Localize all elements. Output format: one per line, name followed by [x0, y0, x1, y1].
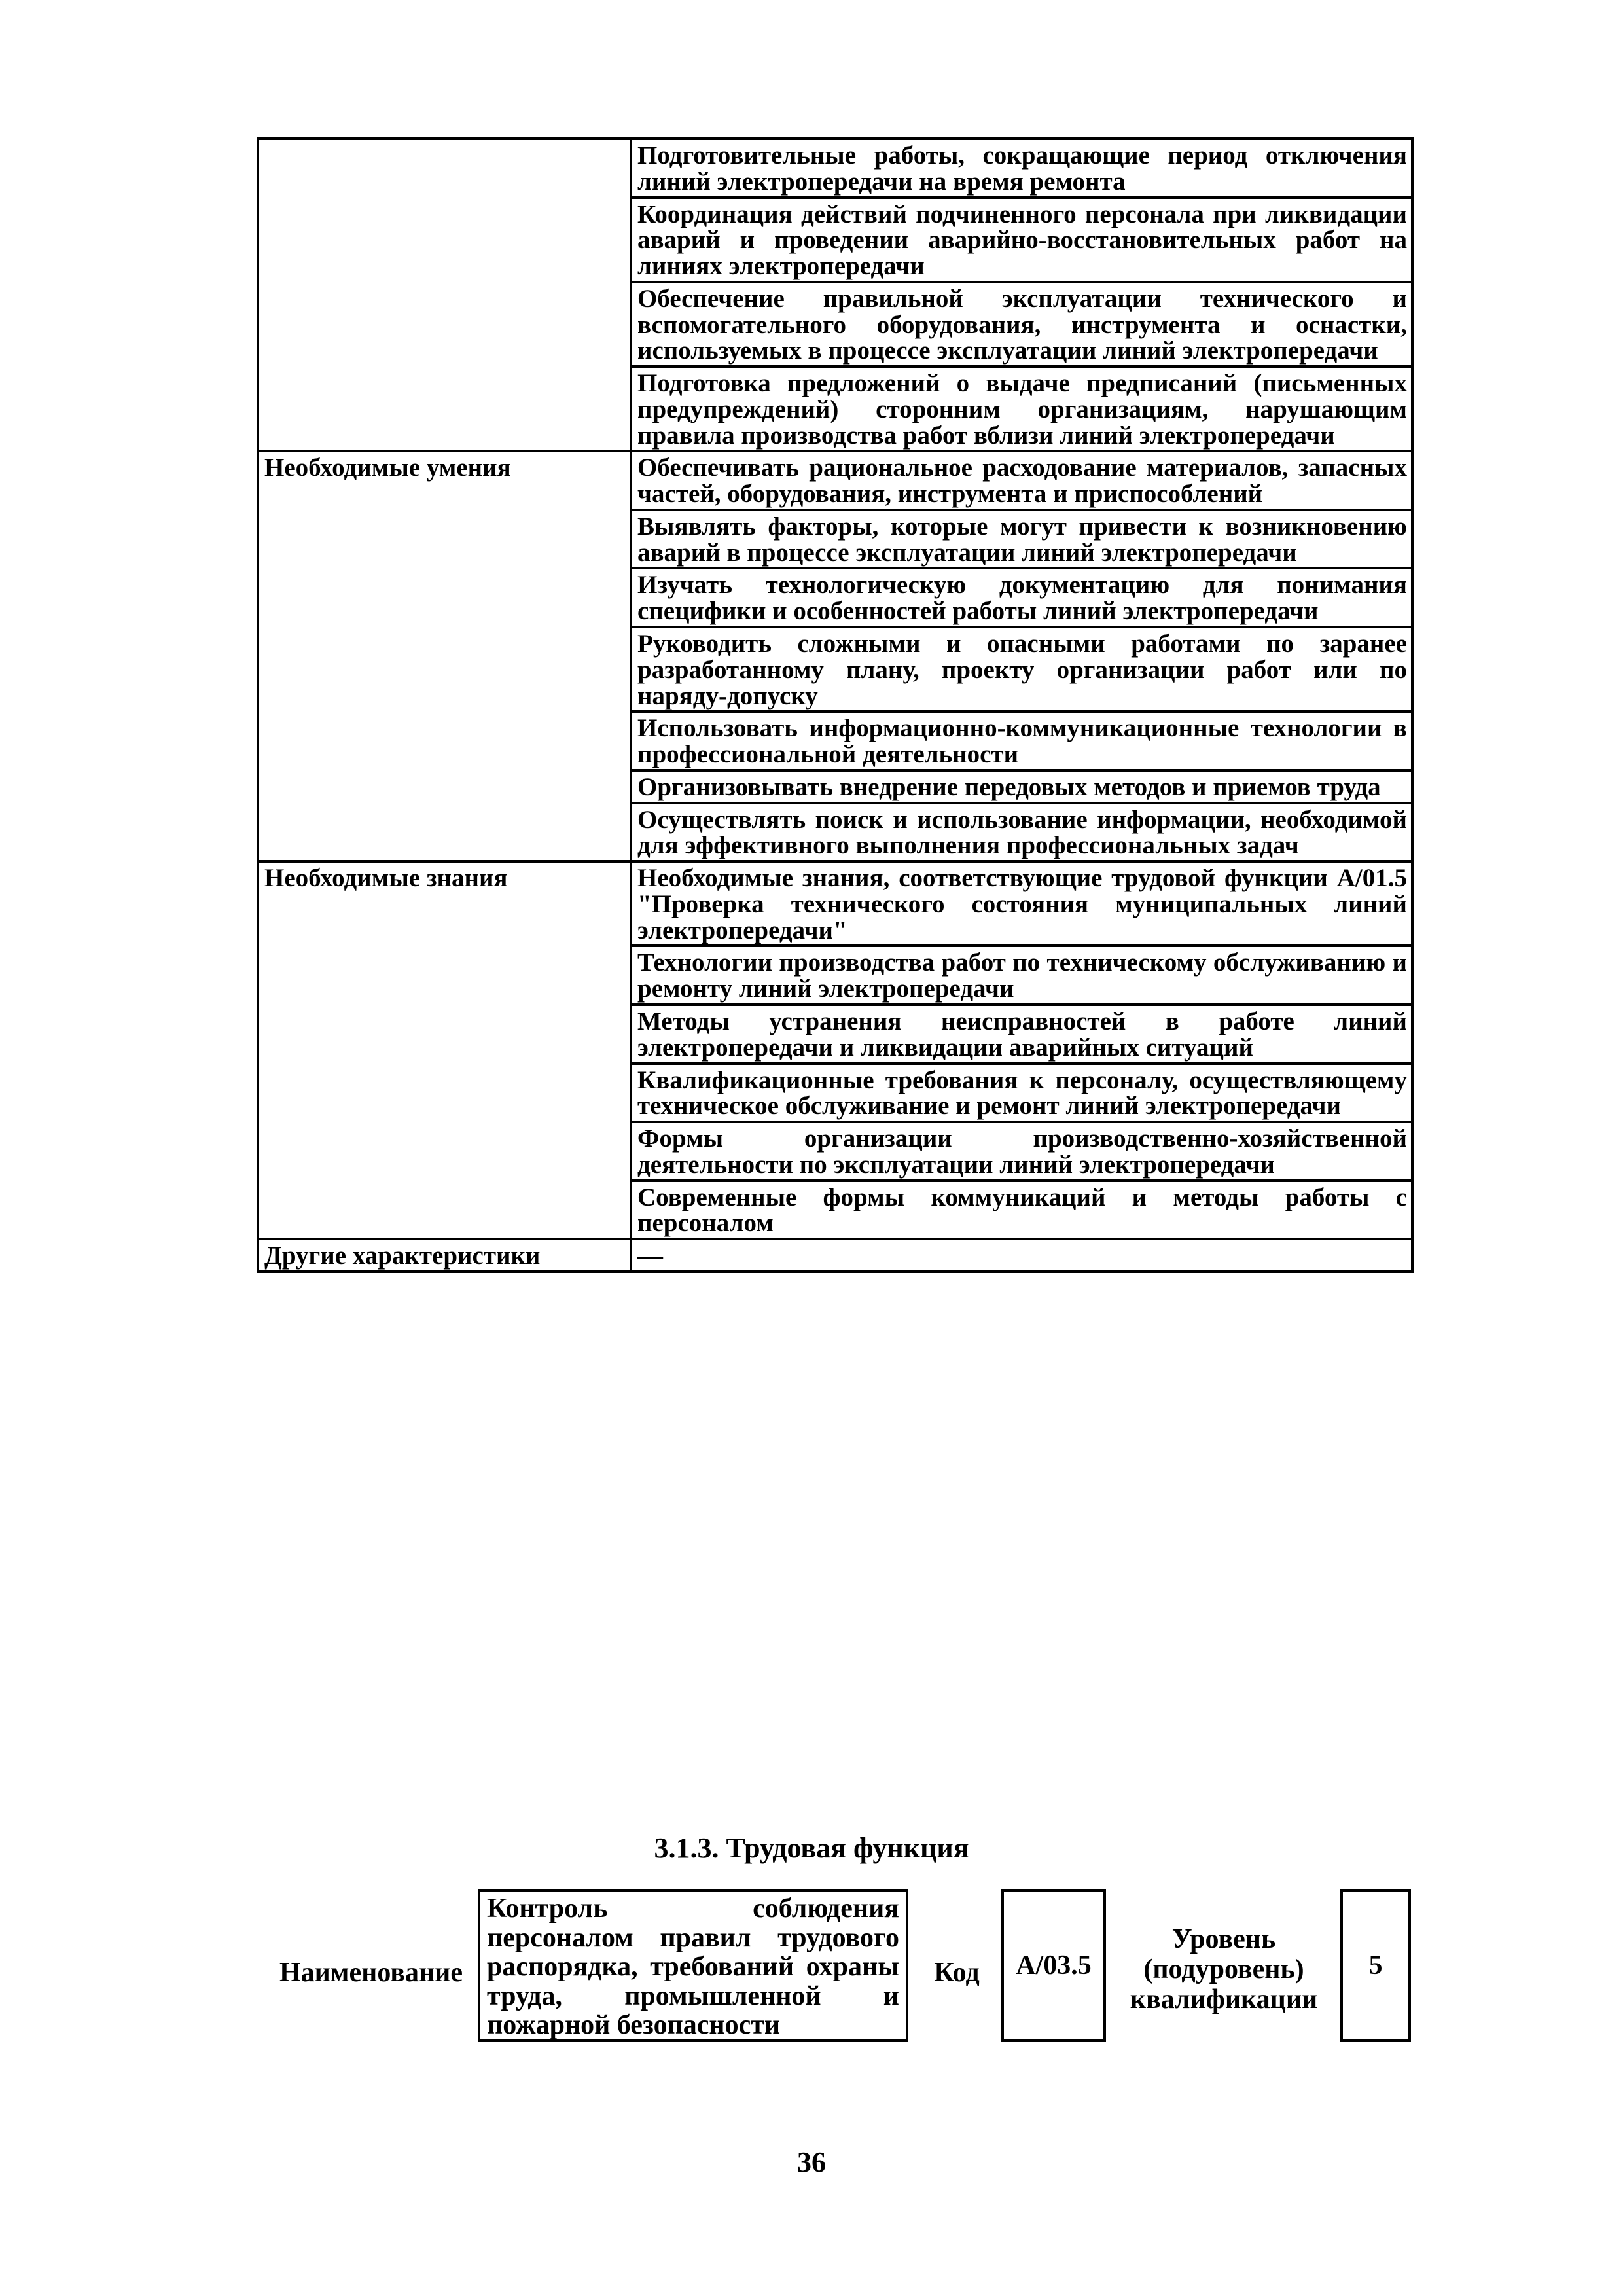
row-text-cell: Квалификационные требования к персоналу, осуществляющему техническое обслуживание и ремонт линий электропередачи — [631, 1064, 1412, 1122]
row-text-cell: Использовать информационно-коммуникационные технологии в профессиональной деятельности — [631, 711, 1412, 770]
row-text-cell: Подготовка предложений о выдаче предписаний (письменных предупреждений) сторонним организациям, нарушающим правила производства работ вблизи линий электропередачи — [631, 367, 1412, 451]
requirements-table — [257, 137, 1414, 1273]
row-label-cell: Необходимые умения — [258, 451, 631, 861]
row-text-cell: Координация действий подчиненного персонала при ликвидации аварий и проведении аварийно-восстановительных работ на линиях электропередачи — [631, 198, 1412, 282]
function-name-box: Контроль соблюдения персоналом правил трудового распорядка, требований охраны труда, промышленной и пожарной безопасности — [478, 1889, 908, 2042]
name-label: Наименование — [279, 1958, 463, 1988]
row-text-cell: Выявлять факторы, которые могут привести к возникновению аварий в процессе эксплуатации линий электропередачи — [631, 510, 1412, 569]
table-row — [258, 1239, 1412, 1272]
level-box: 5 — [1340, 1889, 1411, 2042]
row-text-cell: — — [631, 1239, 1412, 1272]
row-text-cell: Обеспечение правильной эксплуатации технического и вспомогательного оборудования, инструмента и оснастки, используемых в процессе эксплуатации линий электропередачи — [631, 282, 1412, 367]
table-row — [258, 451, 1412, 510]
row-text-cell: Осуществлять поиск и использование информации, необходимой для эффективного выполнения профессиональных задач — [631, 803, 1412, 862]
code-box: A/03.5 — [1001, 1889, 1106, 2042]
row-label-cell: Необходимые знания — [258, 861, 631, 1239]
table-row — [258, 861, 1412, 946]
row-text-cell: Современные формы коммуникаций и методы работы с персоналом — [631, 1181, 1412, 1240]
row-text-cell: Подготовительные работы, сокращающие период отключения линий электропередачи на время ремонта — [631, 139, 1412, 198]
row-label-cell — [258, 139, 631, 451]
table-row — [258, 139, 1412, 198]
row-label-cell: Другие характеристики — [258, 1239, 631, 1272]
row-text-cell: Организовывать внедрение передовых методов и приемов труда — [631, 770, 1412, 803]
page-number: 36 — [797, 2146, 826, 2178]
section-heading: 3.1.3. Трудовая функция — [654, 1832, 969, 1864]
row-text-cell: Обеспечивать рациональное расходование материалов, запасных частей, оборудования, инструмента и приспособлений — [631, 451, 1412, 510]
row-text-cell: Изучать технологическую документацию для понимания специфики и особенностей работы линий электропередачи — [631, 568, 1412, 627]
row-text-cell: Методы устранения неисправностей в работе линий электропередачи и ликвидации аварийных ситуаций — [631, 1005, 1412, 1064]
row-text-cell: Технологии производства работ по техническому обслуживанию и ремонту линий электропередачи — [631, 946, 1412, 1005]
row-text-cell: Руководить сложными и опасными работами по заранее разработанному плану, проекту организации работ или по наряду-допуску — [631, 627, 1412, 711]
row-text-cell: Необходимые знания, соответствующие трудовой функции A/01.5 "Проверка технического состояния муниципальных линий электропередачи" — [631, 861, 1412, 946]
level-label: Уровень (подуровень) квалификации — [1130, 1924, 1318, 2015]
row-text-cell: Формы организации производственно-хозяйственной деятельности по эксплуатации линий электропередачи — [631, 1122, 1412, 1181]
code-label: Код — [934, 1958, 980, 1988]
